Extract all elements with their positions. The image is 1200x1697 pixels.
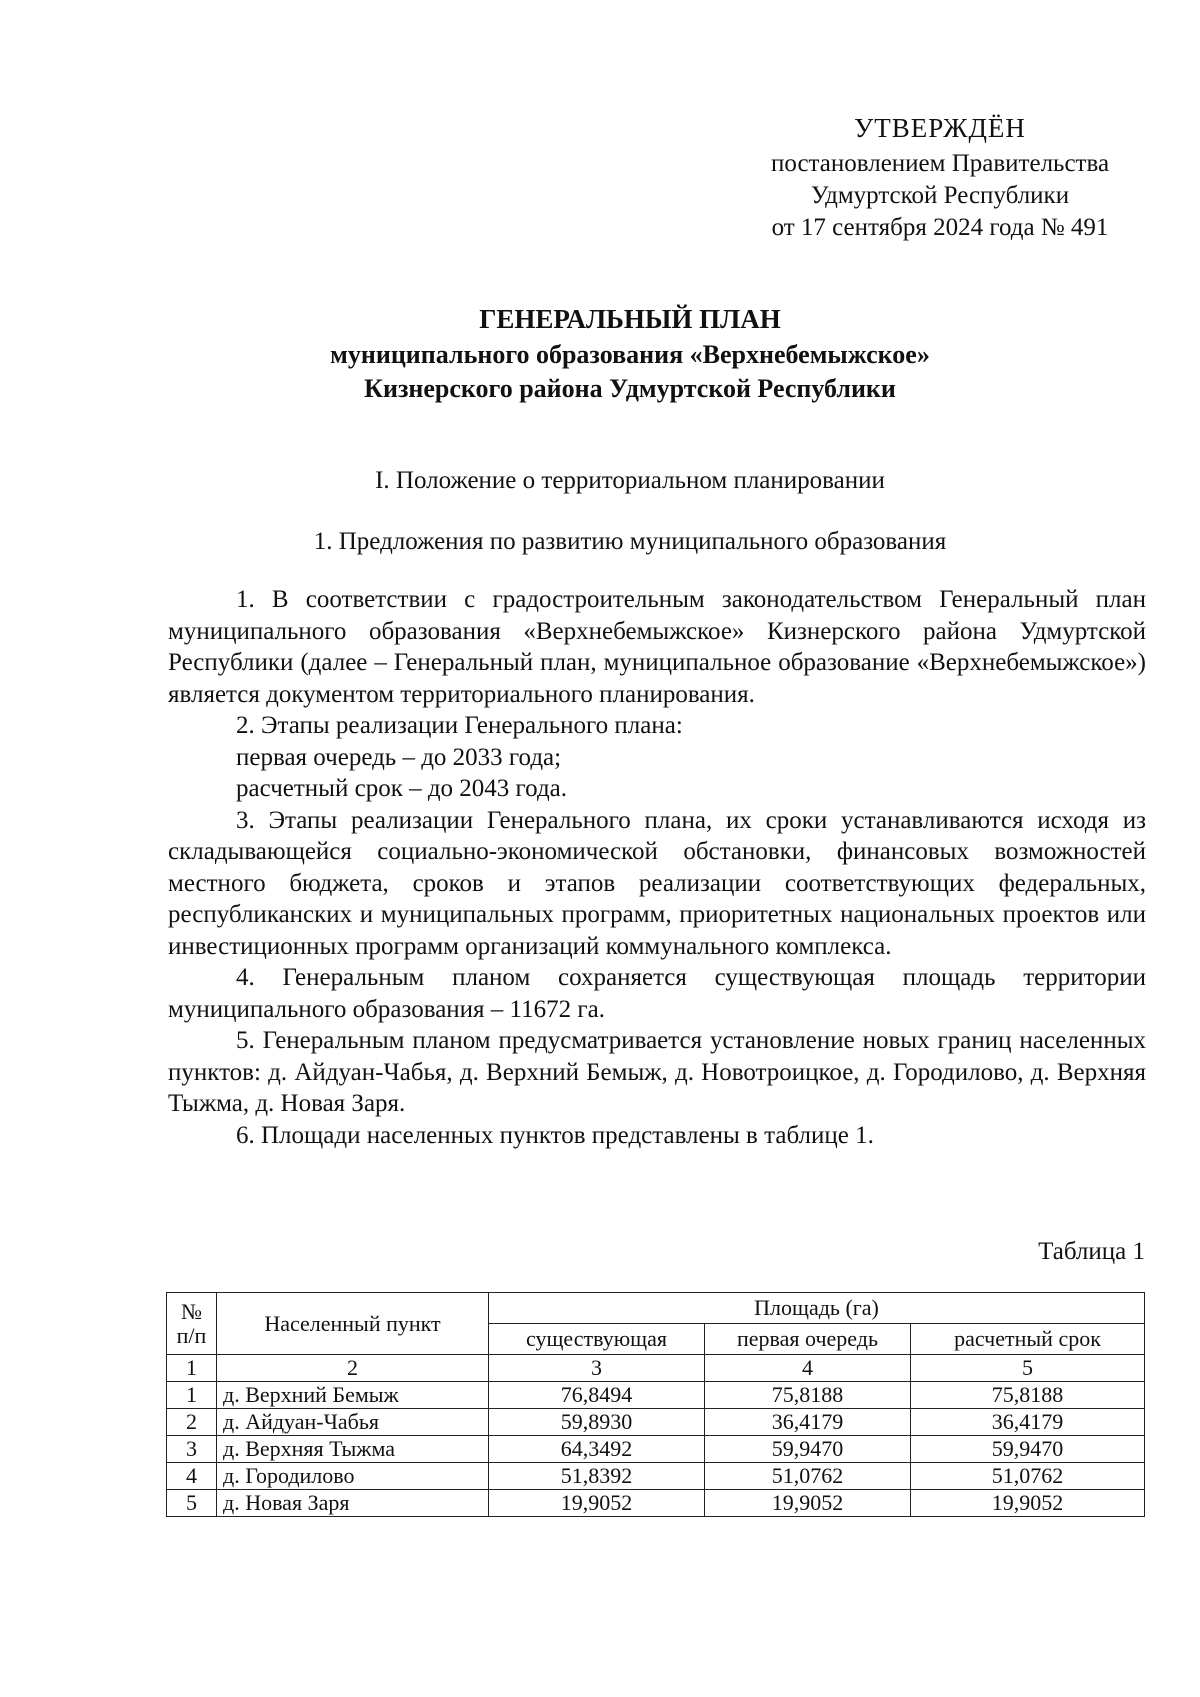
subsection-heading: 1. Предложения по развитию муниципального образования	[313, 528, 947, 555]
paragraph-2-first-stage: первая очередь – до 2033 года;	[236, 743, 562, 771]
area-existing: 51,8392	[489, 1463, 705, 1490]
approval-line-1: постановлением Правительства	[770, 150, 1110, 177]
paragraph-2: 2. Этапы реализации Генерального плана:	[236, 712, 683, 739]
area-existing: 76,8494	[489, 1382, 705, 1409]
column-number: 1	[167, 1355, 217, 1382]
settlements-area-table	[166, 1292, 1145, 1517]
column-number: 2	[217, 1355, 489, 1382]
paragraph-3: 3. Этапы реализации Генерального плана, их сроки устанавливаются исходя из складывающейся социально-экономической обстановки, финансовых возможностей местного бюджета, сроков и этапов реализации соответствующих федеральных, республиканских и муниципальных программ, приоритетных национальных проектов или инвестиционных программ организаций коммунального комплекса.	[168, 806, 1146, 960]
row-number: 1	[167, 1382, 217, 1409]
section-heading: I. Положение о территориальном планировании	[375, 467, 885, 494]
area-first-stage: 59,9470	[705, 1436, 911, 1463]
area-existing: 59,8930	[489, 1409, 705, 1436]
table-caption: Таблица 1	[1038, 1238, 1145, 1265]
area-final-stage: 19,9052	[911, 1490, 1145, 1517]
column-number: 4	[705, 1355, 911, 1382]
paragraph-2-final-stage: расчетный срок – до 2043 года.	[236, 775, 568, 802]
header-number: № п/п	[167, 1293, 217, 1355]
header-final-stage: расчетный срок	[911, 1324, 1145, 1355]
header-first-stage: первая очередь	[705, 1324, 911, 1355]
table-row	[167, 1436, 1145, 1463]
area-existing: 64,3492	[489, 1436, 705, 1463]
settlement-name: д. Верхний Бемыж	[217, 1382, 489, 1409]
area-existing: 19,9052	[489, 1490, 705, 1517]
column-number: 5	[911, 1355, 1145, 1382]
paragraph-6: 6. Площади населенных пунктов представлены в таблице 1.	[236, 1121, 874, 1149]
paragraph-4: 4. Генеральным планом сохраняется существующая площадь территории муниципального образования – 11672 га.	[168, 964, 1146, 1023]
area-first-stage: 51,0762	[705, 1463, 911, 1490]
settlement-name: д. Новая Заря	[217, 1490, 489, 1517]
settlement-name: д. Городилово	[217, 1463, 489, 1490]
column-number: 3	[489, 1355, 705, 1382]
approval-line-2: Удмуртской Республики	[810, 182, 1070, 209]
area-final-stage: 51,0762	[911, 1463, 1145, 1490]
table-row	[167, 1409, 1145, 1436]
approval-block	[740, 112, 1140, 244]
table-row	[167, 1382, 1145, 1409]
approval-title: УТВЕРЖДЁН	[854, 113, 1026, 143]
document-title-sub-1: муниципального образования «Верхнебемыжское»	[330, 340, 930, 369]
area-first-stage: 19,9052	[705, 1490, 911, 1517]
document-title-sub-2: Кизнерского района Удмуртской Республики	[364, 374, 896, 403]
area-final-stage: 36,4179	[911, 1409, 1145, 1436]
document-title	[130, 302, 1130, 406]
row-number: 5	[167, 1490, 217, 1517]
approval-line-3: от 17 сентября 2024 года № 491	[771, 214, 1109, 241]
area-final-stage: 59,9470	[911, 1436, 1145, 1463]
header-existing: существующая	[489, 1324, 705, 1355]
row-number: 4	[167, 1463, 217, 1490]
area-first-stage: 36,4179	[705, 1409, 911, 1436]
table-row	[167, 1463, 1145, 1490]
settlement-name: д. Верхняя Тыжма	[217, 1436, 489, 1463]
header-area: Площадь (га)	[489, 1293, 1145, 1324]
row-number: 3	[167, 1436, 217, 1463]
paragraph-5: 5. Генеральным планом предусматривается установление новых границ населенных пунктов: д. Айдуан-Чабья, д. Верхний Бемыж, д. Новотроицкое, д. Городилово, д. Верхняя Тыжма, д. Новая Заря.	[168, 1027, 1146, 1117]
row-number: 2	[167, 1409, 217, 1436]
area-final-stage: 75,8188	[911, 1382, 1145, 1409]
settlement-name: д. Айдуан-Чабья	[217, 1409, 489, 1436]
document-title-main: ГЕНЕРАЛЬНЫЙ ПЛАН	[479, 304, 781, 334]
table-row	[167, 1490, 1145, 1517]
paragraph-1: 1. В соответствии с градостроительным законодательством Генеральный план муниципального образования «Верхнебемыжское» Кизнерского района Удмуртской Республики (далее – Генеральный план, муниципальное образование «Верхнебемыжское») является документом территориального планирования.	[168, 586, 1146, 708]
area-first-stage: 75,8188	[705, 1382, 911, 1409]
header-settlement: Населенный пункт	[217, 1293, 489, 1355]
column-number-row	[167, 1355, 1145, 1382]
body-text	[168, 584, 1146, 1151]
